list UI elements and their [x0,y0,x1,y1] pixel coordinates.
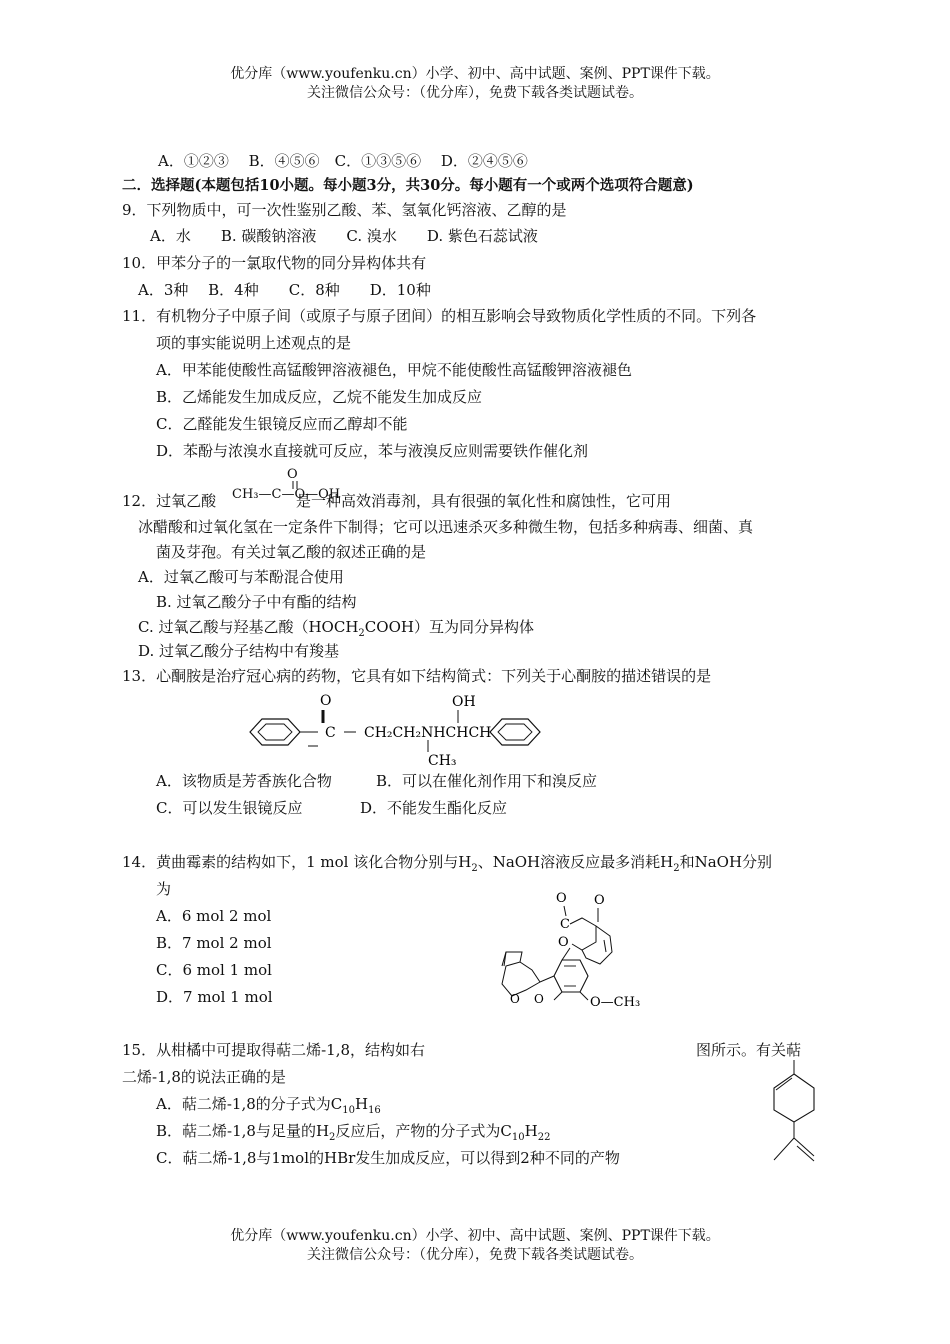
carbonyl-c: C [325,725,336,741]
q11-option-d: D．苯酚与浓溴水直接就可反应，苯与液溴反应则需要铁作催化剂 [156,442,589,460]
q11-option-a: A．甲苯能使酸性高锰酸钾溶液褪色，甲烷不能使酸性高锰酸钾溶液褪色 [156,361,632,379]
q12-option-d: D. 过氧乙酸分子结构中有羧基 [138,642,340,660]
q15-stem-right: 图所示。有关萜 [696,1041,802,1059]
q12-stem-post: 是一种高效消毒剂，具有很强的氧化性和腐蚀性，它可用 [296,492,672,510]
section-2-title: 二．选择题(本题包括10小题。每小题3分，共30分。每小题有一个或两个选项符合题意) [122,177,694,194]
svg-text:O: O [510,992,520,1006]
q12-stem-line-2: 冰醋酸和过氧化氢在一定条件下制得；它可以迅速杀灭多种微生物，包括多种病毒、细菌、真 [138,518,754,536]
carbonyl-o: O [320,693,332,709]
q8-options: A．①②③ B．④⑤⑥ C．①③⑤⑥ D．②④⑤⑥ [158,152,528,170]
q12-option-b: B. 过氧乙酸分子中有酯的结构 [156,593,357,611]
q14-option-d: D．7 mol 1 mol [156,988,273,1006]
methyl-label: CH₃ [428,753,457,769]
cardiomin-structure [250,690,550,770]
q11-stem-line-2: 项的事实能说明上述观点的是 [156,334,352,352]
svg-text:C: C [560,917,570,932]
q9-options: A．水 B. 碳酸钠溶液 C. 溴水 D. 紫色石蕊试液 [150,227,538,245]
q15-option-b: B．萜二烯-1,8与足量的$H_2$反应后，产物的分子式为$C_{10}H_{22}$ [156,1122,551,1143]
methoxy-label: O—CH₃ [590,995,641,1010]
q12-option-c: C. 过氧乙酸与羟基乙酸$(HOCH_2COOH)$互为同分异构体 [138,618,534,639]
q14-stem: 14．黄曲霉素的结构如下，1 mol 该化合物分别与$H_2$、NaOH溶液反应最多消耗$H_2$和NaOH分别 [122,853,773,874]
limonene-structure [766,1060,826,1166]
q9-stem: 9．下列物质中，可一次性鉴别乙酸、苯、氢氧化钙溶液、乙醇的是 [122,201,567,219]
q13-option-d: D．不能发生酯化反应 [360,799,508,817]
q11-option-c: C．乙醛能发生银镜反应而乙醇却不能 [156,415,408,433]
q15-option-a: A．萜二烯-1,8的分子式为$C_{10}H_{16}$ [156,1095,381,1116]
q14-option-b: B．7 mol 2 mol [156,934,272,952]
header-line-1: 优分库（www.youfenku.cn）小学、初中、高中试题、案例、PPT课件下载。 [230,66,720,82]
q10-options: A．3种 B．4种 C．8种 D．10种 [138,281,431,299]
q12-option-a: A．过氧乙酸可与苯酚混合使用 [138,568,344,586]
header-line-2: 关注微信公众号：（优分库），免费下载各类试题试卷。 [307,85,643,101]
q13-stem: 13．心酮胺是治疗冠心病的药物，它具有如下结构简式：下列关于心酮胺的描述错误的是 [122,667,712,685]
q15-option-c: C．萜二烯-1,8与1mol的HBr发生加成反应，可以得到2种不同的产物 [156,1149,620,1167]
svg-text:O: O [594,893,605,908]
q12-stem-line-3: 菌及芽孢。有关过氧乙酸的叙述正确的是 [156,543,427,561]
q15-stem-pre: 15．从柑橘中可提取得萜二烯-1,8，结构如右 [122,1041,426,1059]
q12-stem-pre: 12．过氧乙酸 [122,492,217,510]
svg-text:O: O [534,992,544,1006]
aflatoxin-structure [492,888,672,1018]
q14-option-a: A．6 mol 2 mol [156,907,272,925]
q10-stem: 10．甲苯分子的一氯取代物的同分异构体共有 [122,254,427,272]
q13-option-b: B．可以在催化剂作用下和溴反应 [376,772,598,790]
peracetic-acid-carbonyl-o: O [287,467,298,482]
q13-option-a: A．该物质是芳香族化合物 [156,772,332,790]
q15-stem-line-2: 二烯-1,8的说法正确的是 [122,1068,286,1086]
footer-line-1: 优分库（www.youfenku.cn）小学、初中、高中试题、案例、PPT课件下载。 [230,1228,720,1244]
q14-stem-line-2: 为 [156,880,172,898]
footer-line-2: 关注微信公众号：（优分库），免费下载各类试题试卷。 [307,1247,643,1263]
hydroxyl-label: OH [452,694,476,710]
peracetic-acid-formula: CH₃—C—O—OH [232,487,341,502]
svg-text:O: O [558,935,569,950]
q14-option-c: C．6 mol 1 mol [156,961,272,979]
amine-chain: CH₂CH₂NHCHCH [364,725,492,741]
q13-option-c: C．可以发生银镜反应 [156,799,303,817]
svg-text:O: O [556,891,567,906]
q11-option-b: B．乙烯能发生加成反应，乙烷不能发生加成反应 [156,388,483,406]
q11-stem-line-1: 11．有机物分子中原子间（或原子与原子团间）的相互影响会导致物质化学性质的不同。下列各 [122,307,757,325]
